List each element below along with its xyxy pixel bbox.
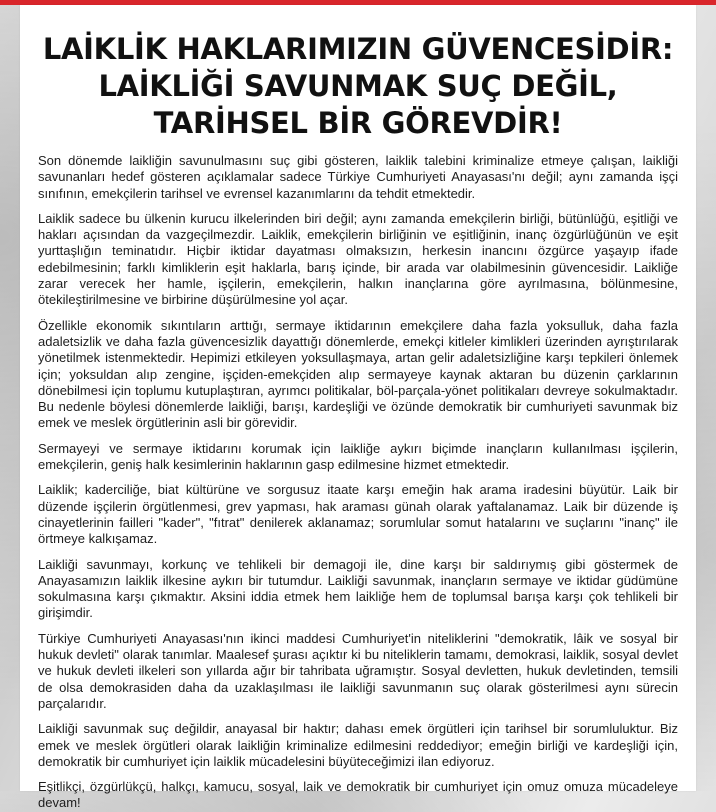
paragraph-3: Özellikle ekonomik sıkıntıların arttığı, sermaye iktidarının emekçilere daha fazla yoksulluk, daha fazla adaletsizlik ve daha fazla güvencesizlik dayattığı dönemlerde, emekçi kitleler kimlikleri üzerinden ayrıştırılarak yönetilmek istenmektedir. Hepimizi etkileyen yoksullaşmaya, artan gelir adaletsizliğine karşı tepkileri önlemek için; yoksuldan alıp zengine, işçiden-emekçiden alıp sermayeye kaynak aktaran bu düzenin çarklarının dönebilmesi için toplumu kutuplaştıran, ayrımcı politikalar, böl-parçala-yönet politikaları devreye sokulmaktadır. Bu nedenle böylesi dönemlerde laikliği, barışı, kardeşliği ve özünde demokratik bir cumhuriyeti savunmak biz emek ve meslek örgütlerinin asli bir görevidir. [38, 317, 678, 431]
paragraph-7: Türkiye Cumhuriyeti Anayasası'nın ikinci maddesi Cumhuriyet'in niteliklerini "demokratik, lâik ve sosyal bir hukuk devleti" olarak tanımlar. Maalesef şurası açıktır ki bu niteliklerin tamamı, demokrasi, laiklik, sosyal devlet ve hukuk devleti ilkeleri son yıllarda ağır bir tahribata uğramıştır. Sosyal devletten, hukuk devletinden, temsili de olsa demokrasiden daha da uzaklaşılması ile laikliği savunmanın suç olarak gösterilmesi aynı sürecin parçalarıdır. [38, 630, 678, 711]
paragraph-5: Laiklik; kaderciliğe, biat kültürüne ve sorgusuz itaate karşı emeğin hak arama iradesini büyütür. Laik bir düzende işçilerin örgütlenmesi, grev yapması, hak araması günah olarak yaftalanamaz. Laik bir düzende iş cinayetlerinin failleri "kader", "fıtrat" denilerek aklanamaz; sorumlular somut hatalarını ve suçlarını "inanç" ile örtmeye kalkışamaz. [38, 482, 678, 547]
statement-body [38, 153, 678, 812]
headline-line-3: TARİHSEL BİR GÖREVDİR! [153, 106, 563, 140]
headline-line-2: LAİKLİĞİ SAVUNMAK SUÇ DEĞİL, [98, 69, 618, 103]
paragraph-2: Laiklik sadece bu ülkenin kurucu ilkelerinden biri değil; aynı zamanda emekçilerin birliği, bütünlüğü, eşitliği ve hakları açısından da vazgeçilmezdir. Laiklik, emekçilerin birliğinin ve eşitliğinin, inanç özgürlüğünün ve eşit yurttaşlığın teminatıdır. Hiçbir iktidar dayatması olmaksızın, herkesin inancını özgürce yaşayıp ifade edebilmesinin; farklı kimliklerin eşit haklarla, barış içinde, bir arada var olabilmesinin güvencesidir. Laikliğe zarar verecek her hamle, işçilerin, emekçilerin, halkın inançlarına göre ayrılmasına, bölünmesine, ötekileştirilmesine ve birbirine düşürülmesine yol açar. [38, 210, 678, 308]
paragraph-9: Eşitlikçi, özgürlükçü, halkçı, kamucu, sosyal, laik ve demokratik bir cumhuriyet için omuz omuza mücadeleye devam! [38, 779, 678, 811]
paragraph-4: Sermayeyi ve sermaye iktidarını korumak için laikliğe aykırı biçimde inançların kullanılması işçilerin, emekçilerin, geniş halk kesimlerinin haklarının gasp edilmesine hizmet etmektedir. [38, 440, 678, 473]
paragraph-1: Son dönemde laikliğin savunulmasını suç gibi gösteren, laiklik talebini kriminalize etmeye çalışan, laikliği savunanları hedef gösteren açıklamalar sadece Türkiye Cumhuriyeti Anayasası'nı değil; aynı zamanda işçi sınıfının, emekçilerin tarihsel ve evrensel kazanımlarını da tehdit etmektedir. [38, 153, 678, 201]
paragraph-8: Laikliği savunmak suç değildir, anayasal bir haktır; dahası emek örgütleri için tarihsel bir sorumluluktur. Biz emek ve meslek örgütleri olarak laikliğin kriminalize edilmesini reddediyor; emeğin birliği ve kardeşliği için, demokratik bir cumhuriyet için laiklik mücadelesini büyüteceğimizi ilan ediyoruz. [38, 721, 678, 769]
statement-poster [20, 5, 696, 811]
paragraph-6: Laikliği savunmayı, korkunç ve tehlikeli bir demagoji ile, dine karşı bir saldırıymış gibi göstermek de Anayasamızın laiklik ilkesine aykırı bir tutumdur. Laikliği savunmak, inançların sermaye ve iktidar güdümüne sokulmasına karşı çıkmaktır. Aksini iddia etmek hem laikliğe hem de toplumsal barışa karşı çok tehlikeli bir girişimdir. [38, 556, 678, 621]
headline-line-1: LAİKLİK HAKLARIMIZIN GÜVENCESİDİR: [42, 32, 674, 66]
headline [20, 5, 696, 142]
